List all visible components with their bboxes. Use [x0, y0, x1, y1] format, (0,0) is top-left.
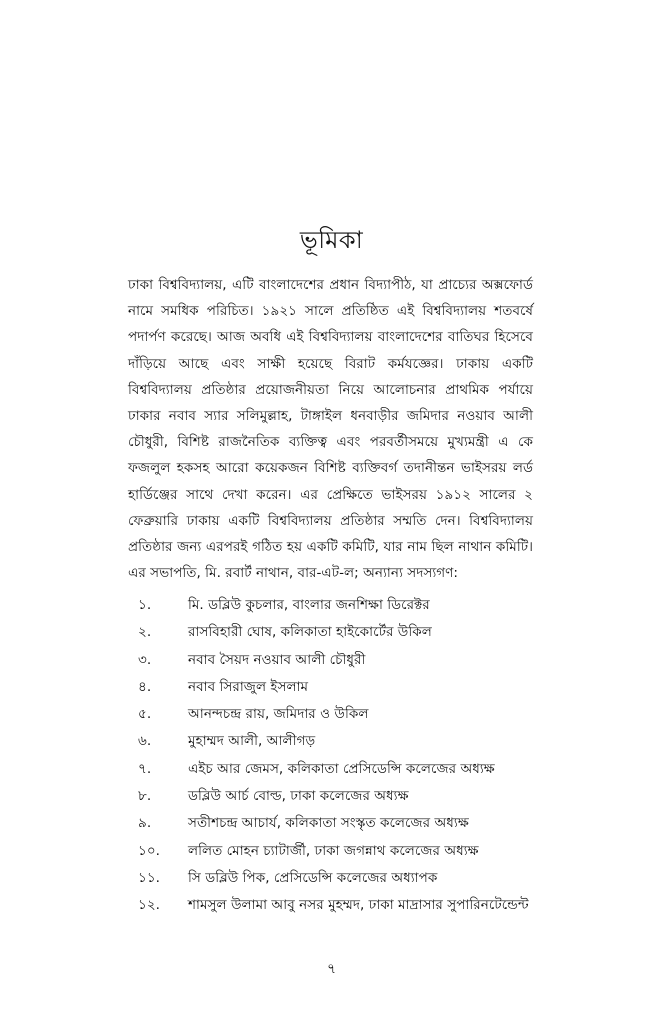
list-item: [138, 785, 558, 812]
list-item-number: ৪.: [138, 678, 152, 695]
list-item-text: রাসবিহারী ঘোষ, কলিকাতা হাইকোর্টের উকিল: [188, 624, 432, 641]
list-item-text: মুহাম্মদ আলী, আলীগড়: [188, 733, 316, 750]
list-item-text: সতীশচন্দ্র আচার্য, কলিকাতা সংস্কৃত কলেজের অধ্যক্ষ: [188, 815, 469, 832]
list-item-number: ৩.: [138, 651, 152, 668]
list-item: [138, 894, 558, 921]
list-item: [138, 812, 558, 839]
committee-members-list: [138, 594, 558, 922]
list-item-text: এইচ আর জেমস, কলিকাতা প্রেসিডেন্সি কলেজের অধ্যক্ষ: [188, 760, 495, 777]
list-item-number: ৮.: [138, 788, 152, 805]
list-item-number: ১২.: [138, 897, 160, 914]
list-item-text: মি. ডব্লিউ কুচলার, বাংলার জনশিক্ষা ডিরেক্টর: [188, 597, 430, 613]
list-item-number: ১.: [138, 597, 152, 613]
list-item: [138, 867, 558, 894]
page-number: ৭: [326, 961, 337, 977]
list-item: [138, 703, 558, 730]
intro-paragraph: ঢাকা বিশ্ববিদ্যালয়, এটি বাংলাদেশের প্রধান বিদ্যাপীঠ, যা প্রাচ্যের অক্সফোর্ড নামে সমধিক পরিচিত। ১৯২১ সালে প্রতিষ্ঠিত এই বিশ্ববিদ্যালয় শতবর্ষে পদার্পণ করেছে। আজ অবধি এই বিশ্ববিদ্যালয় বাংলাদেশের বাতিঘর হিসেবে দাঁড়িয়ে আছে এবং সাক্ষী হয়েছে বিরাট কর্মযজ্ঞের। ঢাকায় একটি বিশ্ববিদ্যালয় প্রতিষ্ঠার প্রয়োজনীয়তা নিয়ে আলোচনার প্রাথমিক পর্যায়ে ঢাকার নবাব স্যার সলিমুল্লাহ, টাঙ্গাইল ধনবাড়ীর জমিদার নওয়াব আলী চৌধুরী, বিশিষ্ট রাজনৈতিক ব্যক্তিত্ব এবং পরবর্তীসময়ে মুখ্যমন্ত্রী এ কে ফজলুল হকসহ আরো কয়েকজন বিশিষ্ট ব্যক্তিবর্গ তদানীন্তন ভাইসরয় লর্ড হার্ডিঞ্জের সাথে দেখা করেন। এর প্রেক্ষিতে ভাইসরয় ১৯১২ সালের ২ ফেব্রুয়ারি ঢাকায় একটি বিশ্ববিদ্যালয় প্রতিষ্ঠার সম্মতি দেন। বিশ্ববিদ্যালয় প্রতিষ্ঠার জন্য এরপরই গঠিত হয় একটি কমিটি, যার নাম ছিল নাথান কমিটি। এর সভাপতি, মি. রবার্ট নাথান, বার-এট-ল; অন্যান্য সদস্যগণ:: [128, 277, 533, 582]
page-title: ভূমিকা: [299, 226, 364, 254]
list-item-text: শামসুল উলামা আবু নসর মুহম্মদ, ঢাকা মাদ্রাসার সুপারিনটেন্ডেন্ট: [188, 897, 529, 914]
list-item-number: ৫.: [138, 706, 152, 723]
list-item-number: ২.: [138, 624, 152, 641]
list-item-text: ললিত মোহন চ্যাটার্জী, ঢাকা জগন্নাথ কলেজের অধ্যক্ষ: [188, 842, 479, 859]
list-item: [138, 758, 558, 785]
list-item-text: ডব্লিউ আর্চ বোল্ড, ঢাকা কলেজের অধ্যক্ষ: [188, 788, 409, 805]
list-item: [138, 649, 558, 676]
list-item-text: নবাব সৈয়দ নওয়াব আলী চৌধুরী: [188, 651, 366, 668]
list-item-number: ৯.: [138, 815, 152, 832]
list-item: [138, 840, 558, 867]
list-item: [138, 594, 558, 621]
list-item-text: আনন্দচন্দ্র রায়, জমিদার ও উকিল: [188, 706, 369, 723]
list-item: [138, 621, 558, 648]
list-item: [138, 730, 558, 757]
list-item-number: ৬.: [138, 733, 152, 750]
list-item-text: সি ডব্লিউ পিক, প্রেসিডেন্সি কলেজের অধ্যাপক: [188, 869, 438, 886]
list-item-number: ১১.: [138, 869, 160, 886]
list-item-text: নবাব সিরাজুল ইসলাম: [188, 678, 309, 695]
list-item-number: ১০.: [138, 842, 160, 859]
list-item-number: ৭.: [138, 760, 152, 777]
list-item: [138, 676, 558, 703]
